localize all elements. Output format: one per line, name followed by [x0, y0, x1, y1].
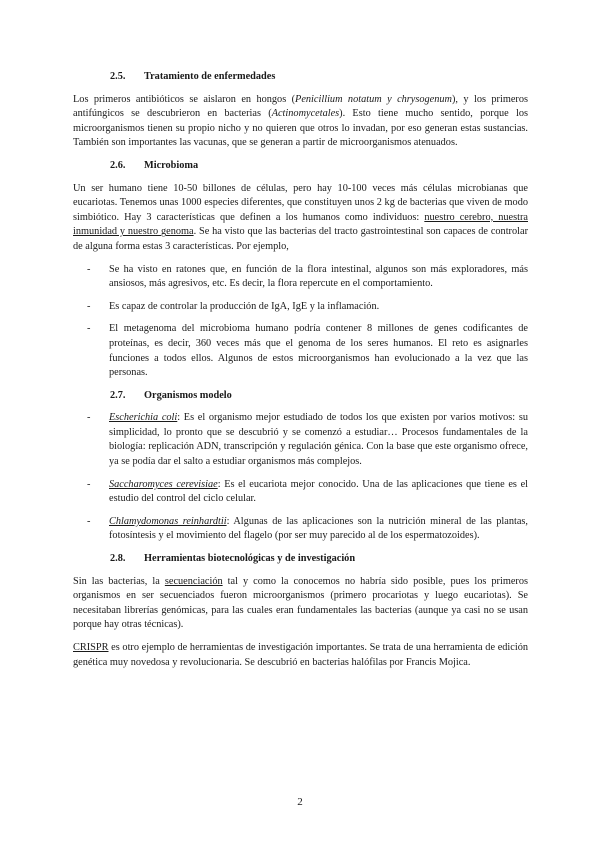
section-heading-2-8	[110, 552, 528, 567]
list-item	[73, 478, 528, 507]
text-run: Sin las bacterias, la	[73, 575, 165, 587]
italic-species: Penicillium notatum y chrysogenum	[295, 93, 452, 105]
paragraph-sequencing	[73, 575, 528, 633]
section-number: 2.8.	[110, 553, 126, 565]
list-item	[73, 411, 528, 469]
section-title: Microbioma	[144, 159, 199, 171]
underlined-text: secuenciación	[164, 575, 223, 587]
page-content	[73, 70, 528, 678]
microbiome-list	[73, 263, 528, 381]
organism-name: Saccharomyces cerevisiae	[109, 478, 218, 490]
text-run: : Es el eucariota mejor conocido. Una de las aplicaciones que tiene es el estudio del control del ciclo celular.	[109, 478, 529, 505]
text-run: . Se ha visto que las bacterias del tracto gastrointestinal son capaces de controlar de alguna forma estas 3 características. Por ejemplo,	[73, 226, 528, 252]
list-item: - Es capaz de controlar la producción de IgA, IgE y la inflamación.	[73, 300, 528, 315]
section-title: Tratamiento de enfermedades	[144, 71, 276, 82]
text-run: es otro ejemplo de herramientas de investigación importantes. Se trata de una herramienta de edición genética muy novedosa y revolucionaria. Se descubrió en bacterias halófilas por Francis Mojica.	[73, 642, 528, 668]
model-organisms-list	[73, 411, 528, 544]
section-number: 2.6.	[110, 159, 126, 171]
text-run: : Algunas de las aplicaciones son la nutrición mineral de las plantas, fotosíntesis y el movimiento del flagelo (por ser muy parecido al de los espermatozoides).	[109, 515, 528, 542]
section-number: 2.7.	[110, 389, 126, 401]
text-run: tal y como la conocemos no habría sido posible, pues los primeros organismos en ser secuenciados fueron microorganismos (primero procariotas y luego eucariotas). Se necesitaban librerías genómicas, para las cuales eran fundamentales las bacterias (aunque ya casi no se usan porque hay otras técnicas).	[73, 575, 528, 631]
paragraph-microbiome	[73, 182, 528, 255]
section-title: Herramientas biotecnológicas y de investigación	[144, 553, 356, 565]
underlined-text: CRISPR	[73, 642, 109, 653]
page-number: 2	[297, 796, 303, 808]
text-run: ). Esto tiene mucho sentido, porque los microorganismos tienen su propio nicho y no quieren que otros lo invadan, por eso generan estas sustancias. También son importantes las vacunas, que se generan a partir de microorganismos atenuados.	[73, 108, 528, 149]
underlined-text: nuestro cerebro, nuestra inmunidad y nuestro genoma	[73, 211, 528, 238]
text-run: Los primeros antibióticos se aislaron en hongos (	[73, 93, 296, 105]
section-heading-2-7	[110, 389, 528, 404]
section-title: Organismos modelo	[144, 389, 232, 401]
section-number: 2.5.	[110, 71, 126, 82]
list-item	[73, 515, 528, 544]
paragraph-crispr	[73, 641, 528, 670]
text-run: : Es el organismo mejor estudiado de todos los que existen por varios motivos: su simplicidad, lo pronto que se descubrió y se comenzó a estudiar… Procesos fundamentales de la biología: replicación ADN, transcripción y regulación génica. Con la base que este organismo ofrece, ya se podía dar el salto a estudiar organismos más complejos.	[109, 412, 528, 468]
text-run: ), y los primeros antifúngicos se descubrieron en bacterias (	[73, 93, 528, 120]
italic-species: Actinomycetales	[271, 108, 340, 120]
list-item: - El metagenoma del microbioma humano podría contener 8 millones de genes codificantes de proteínas, es decir, 360 veces más que el genoma de los seres humanos. El reto es asignarles funciones a todos ellos. Algunos de estos microorganismos han evolucionado a la vez que las personas.	[73, 322, 528, 380]
organism-name: Chlamydomonas reinhardtii	[109, 515, 227, 527]
text-run: Un ser humano tiene 10-50 billones de células, pero hay 10-100 veces más células microbianas que eucariotas. Tenemos unas 1000 especies diferentes, que constituyen unos 2 kg de bacterias que viven de modo simbiótico. Hay 3 características que definen a los humanos como individuos:	[73, 182, 528, 223]
section-heading-2-6	[110, 159, 528, 174]
organism-name: Escherichia coli	[109, 412, 178, 424]
list-item: - Se ha visto en ratones que, en función de la flora intestinal, algunos son más exploradores, más ansiosos, más agresivos, etc. Es decir, la flora repercute en el comportamiento.	[73, 263, 528, 292]
section-heading-2-5	[110, 70, 528, 85]
paragraph-antibiotics	[73, 93, 528, 151]
